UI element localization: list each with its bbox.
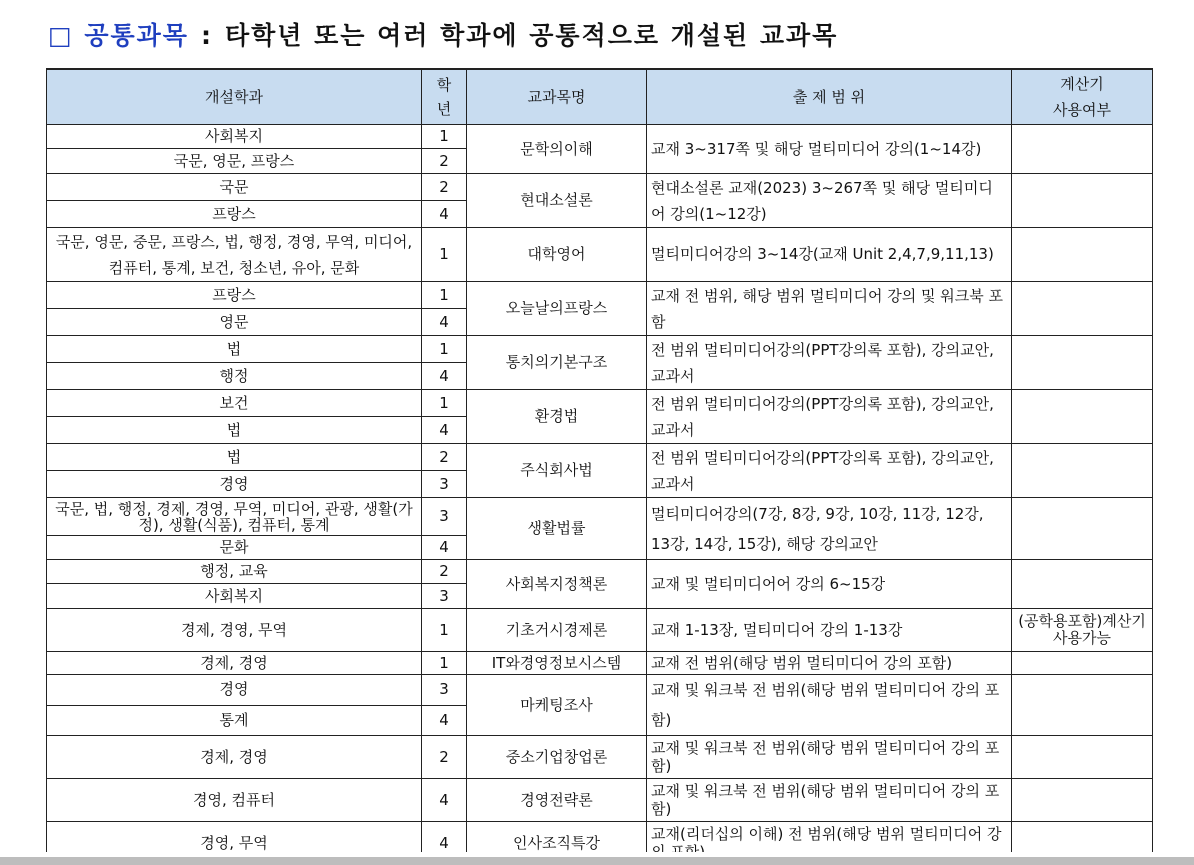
- table-row: [47, 675, 1153, 706]
- cell-course: 환경법: [467, 390, 647, 444]
- table-row: [47, 560, 1153, 584]
- cell-scope: 교재 3~317쪽 및 해당 멀티미디어 강의(1~14강): [647, 125, 1012, 174]
- cell-dept: 국문, 법, 행정, 경제, 경영, 무역, 미디어, 관광, 생활(가정), 생활(식품), 컴퓨터, 통계: [47, 498, 422, 536]
- cell-scope: 교재 및 워크북 전 범위(해당 범위 멀티미디어 강의 포함): [647, 675, 1012, 736]
- cell-course: 생활법률: [467, 498, 647, 560]
- cell-dept: 통계: [47, 705, 422, 736]
- cell-dept: 문화: [47, 536, 422, 560]
- cell-course: 통치의기본구조: [467, 336, 647, 390]
- common-courses-table: [46, 68, 1153, 865]
- cell-year: 4: [422, 417, 467, 444]
- table-row: [47, 174, 1153, 201]
- cell-year: 4: [422, 779, 467, 822]
- cell-dept: 법: [47, 336, 422, 363]
- cell-scope: 멀티미디어강의 3~14강(교재 Unit 2,4,7,9,11,13): [647, 228, 1012, 282]
- table-row: [47, 498, 1153, 536]
- cell-calculator: [1012, 560, 1153, 609]
- cell-dept: 영문: [47, 309, 422, 336]
- header-row: [47, 69, 1153, 125]
- cell-dept: 법: [47, 444, 422, 471]
- cell-dept: 경제, 경영, 무역: [47, 609, 422, 652]
- cell-dept: 사회복지: [47, 584, 422, 609]
- cell-year: 4: [422, 363, 467, 390]
- checkbox-square-icon: □: [48, 21, 74, 50]
- table-row: [47, 444, 1153, 471]
- title-colon: :: [200, 21, 213, 50]
- cell-calculator: [1012, 282, 1153, 336]
- cell-year: 1: [422, 390, 467, 417]
- cell-scope: 전 범위 멀티미디어강의(PPT강의록 포함), 강의교안, 교과서: [647, 444, 1012, 498]
- cell-year: 1: [422, 336, 467, 363]
- cell-calculator: [1012, 444, 1153, 498]
- table-row: [47, 282, 1153, 309]
- cell-calculator: [1012, 779, 1153, 822]
- cell-calculator: (공학용포함)계산기사용가능: [1012, 609, 1153, 652]
- cell-course: IT와경영정보시스템: [467, 652, 647, 675]
- cell-course: 대학영어: [467, 228, 647, 282]
- cell-dept: 경영, 컴퓨터: [47, 779, 422, 822]
- cell-course: 사회복지정책론: [467, 560, 647, 609]
- cell-scope: 교재 1-13장, 멀티미디어 강의 1-13강: [647, 609, 1012, 652]
- page-title: [48, 16, 838, 52]
- cell-scope: 교재 및 멀티미디어어 강의 6~15강: [647, 560, 1012, 609]
- cell-dept: 국문: [47, 174, 422, 201]
- table-row: [47, 125, 1153, 149]
- header-year-line2: 년: [436, 100, 452, 118]
- cell-calculator: [1012, 390, 1153, 444]
- cell-dept: 경영, 무역: [47, 822, 422, 865]
- cell-scope: 멀티미디어강의(7강, 8강, 9강, 10강, 11강, 12강, 13강, 14강, 15강), 해당 강의교안: [647, 498, 1012, 560]
- cell-scope: 교재 전 범위(해당 범위 멀티미디어 강의 포함): [647, 652, 1012, 675]
- cell-calculator: [1012, 652, 1153, 675]
- cell-calculator: [1012, 675, 1153, 736]
- cell-year: 3: [422, 675, 467, 706]
- cell-scope: 교재(리더십의 이해) 전 범위(해당 범위 멀티미디어 강: [647, 822, 1012, 865]
- header-course: 교과목명: [467, 69, 647, 125]
- cell-course: 인사조직특강: [467, 822, 647, 865]
- cell-scope: 전 범위 멀티미디어강의(PPT강의록 포함), 강의교안, 교과서: [647, 390, 1012, 444]
- cell-year: 1: [422, 125, 467, 149]
- title-description: 타학년 또는 여러 학과에 공통적으로 개설된 교과목: [224, 21, 839, 50]
- cell-calculator: [1012, 174, 1153, 228]
- table-row: [47, 779, 1153, 822]
- cell-dept: 프랑스: [47, 201, 422, 228]
- cell-dept: 경제, 경영: [47, 736, 422, 779]
- cell-course: 마케팅조사: [467, 675, 647, 736]
- table-row: [47, 652, 1153, 675]
- cell-year: 1: [422, 228, 467, 282]
- cell-dept: 행정: [47, 363, 422, 390]
- cell-calculator: [1012, 336, 1153, 390]
- cell-year: 4: [422, 705, 467, 736]
- cell-scope: 교재 전 범위, 해당 범위 멀티미디어 강의 및 워크북 포함: [647, 282, 1012, 336]
- cell-dept: 사회복지: [47, 125, 422, 149]
- page-bottom-edge: [0, 857, 1194, 865]
- header-year: [422, 69, 467, 125]
- table-row: [47, 390, 1153, 417]
- cell-year: 4: [422, 309, 467, 336]
- cell-year: 3: [422, 584, 467, 609]
- cell-dept: 국문, 영문, 프랑스: [47, 149, 422, 174]
- cell-scope: 현대소설론 교재(2023) 3~267쪽 및 해당 멀티미디어 강의(1~12강): [647, 174, 1012, 228]
- table-row: [47, 736, 1153, 779]
- cell-dept: 국문, 영문, 중문, 프랑스, 법, 행정, 경영, 무역, 미디어, 컴퓨터, 통계, 보건, 청소년, 유아, 문화: [47, 228, 422, 282]
- cell-dept: 행정, 교육: [47, 560, 422, 584]
- cell-year: 4: [422, 201, 467, 228]
- cell-scope: 전 범위 멀티미디어강의(PPT강의록 포함), 강의교안, 교과서: [647, 336, 1012, 390]
- cell-course: 경영전략론: [467, 779, 647, 822]
- cell-calculator: [1012, 125, 1153, 174]
- cell-dept: 법: [47, 417, 422, 444]
- cell-scope: 교재 및 워크북 전 범위(해당 범위 멀티미디어 강의 포함): [647, 779, 1012, 822]
- cell-calculator: [1012, 736, 1153, 779]
- table-row: [47, 336, 1153, 363]
- table-row: [47, 228, 1153, 282]
- cell-scope: 교재 및 워크북 전 범위(해당 범위 멀티미디어 강의 포함): [647, 736, 1012, 779]
- table-body: [47, 125, 1153, 865]
- cell-year: 3: [422, 471, 467, 498]
- header-calc-line2: 사용여부: [1053, 101, 1111, 119]
- cell-course: 주식회사법: [467, 444, 647, 498]
- header-calc-line1: 계산기: [1060, 75, 1104, 93]
- cell-calculator: [1012, 228, 1153, 282]
- cell-dept: 경제, 경영: [47, 652, 422, 675]
- cell-dept: 경영: [47, 675, 422, 706]
- table-row: [47, 609, 1153, 652]
- cell-year: 4: [422, 822, 467, 865]
- title-label: 공통과목: [84, 21, 189, 50]
- cell-year: 2: [422, 444, 467, 471]
- cell-year: 2: [422, 149, 467, 174]
- cell-year: 1: [422, 282, 467, 309]
- header-calc: [1012, 69, 1153, 125]
- cell-course: 현대소설론: [467, 174, 647, 228]
- cell-calculator: [1012, 498, 1153, 560]
- header-dept: 개설학과: [47, 69, 422, 125]
- cell-course: 문학의이해: [467, 125, 647, 174]
- cell-year: 4: [422, 536, 467, 560]
- cell-year: 2: [422, 174, 467, 201]
- cell-year: 1: [422, 609, 467, 652]
- cell-course: 오늘날의프랑스: [467, 282, 647, 336]
- cell-dept: 경영: [47, 471, 422, 498]
- cell-year: 2: [422, 736, 467, 779]
- cell-year: 3: [422, 498, 467, 536]
- cell-course: 기초거시경제론: [467, 609, 647, 652]
- cell-dept: 보건: [47, 390, 422, 417]
- header-scope: 출 제 범 위: [647, 69, 1012, 125]
- cell-year: 1: [422, 652, 467, 675]
- cell-course: 중소기업창업론: [467, 736, 647, 779]
- cell-year: 2: [422, 560, 467, 584]
- cell-dept: 프랑스: [47, 282, 422, 309]
- header-year-line1: 학: [436, 76, 452, 94]
